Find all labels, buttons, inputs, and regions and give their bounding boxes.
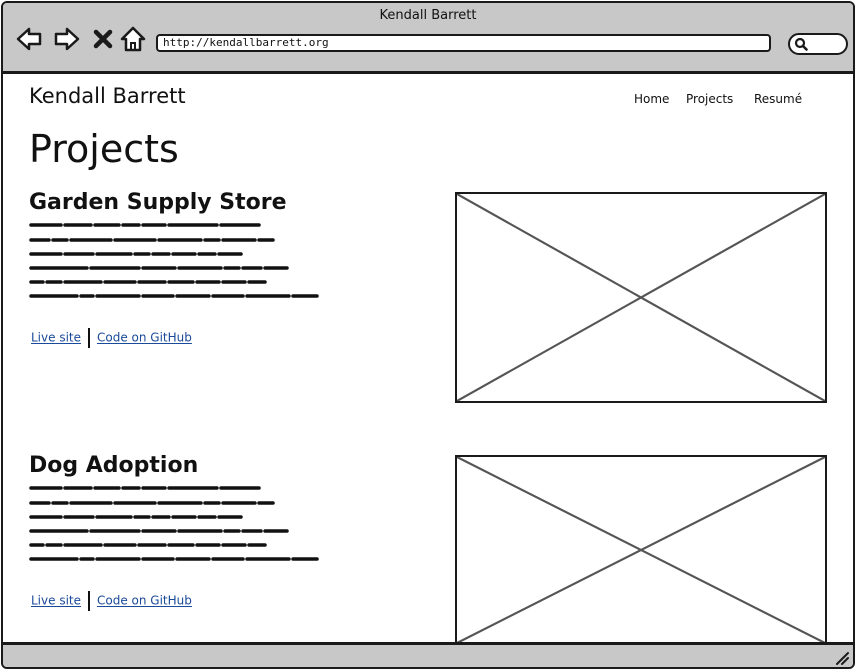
project-image-placeholder [455, 455, 827, 645]
link-divider [88, 591, 90, 611]
browser-toolbar [3, 3, 853, 74]
resize-grip-icon[interactable] [835, 651, 849, 665]
back-button[interactable] [15, 25, 43, 53]
description-text-placeholder [29, 483, 351, 573]
live-site-link[interactable]: Live site [31, 593, 81, 608]
search-field[interactable] [788, 33, 848, 55]
github-link[interactable]: Code on GitHub [97, 330, 192, 345]
window-title: Kendall Barrett [379, 8, 477, 23]
description-text-placeholder [29, 220, 351, 310]
site-name[interactable]: Kendall Barrett [29, 84, 186, 108]
home-button[interactable] [119, 25, 147, 53]
browser-statusbar [3, 642, 853, 667]
project-title: Garden Supply Store [29, 190, 287, 215]
arrow-left-icon [15, 25, 43, 53]
nav-home-link[interactable]: Home [634, 92, 670, 106]
close-icon [91, 25, 115, 53]
forward-button[interactable] [53, 25, 81, 53]
home-icon [119, 25, 147, 53]
live-site-link[interactable]: Live site [31, 330, 81, 345]
arrow-right-icon [53, 25, 81, 53]
project-links [31, 328, 192, 348]
search-icon [794, 37, 808, 51]
project-links [31, 591, 192, 611]
image-placeholder-icon [457, 194, 825, 401]
project-title: Dog Adoption [29, 453, 199, 478]
project-image-placeholder [455, 192, 827, 403]
stop-button[interactable] [91, 25, 115, 53]
github-link[interactable]: Code on GitHub [97, 593, 192, 608]
url-bar[interactable]: http://kendallbarrett.org [156, 34, 771, 52]
page-title: Projects [29, 127, 179, 171]
nav-projects-link[interactable]: Projects [686, 92, 734, 106]
image-placeholder-icon [457, 457, 825, 643]
browser-window [1, 1, 855, 669]
link-divider [88, 328, 90, 348]
nav-resume-link[interactable]: Resumé [754, 92, 803, 106]
